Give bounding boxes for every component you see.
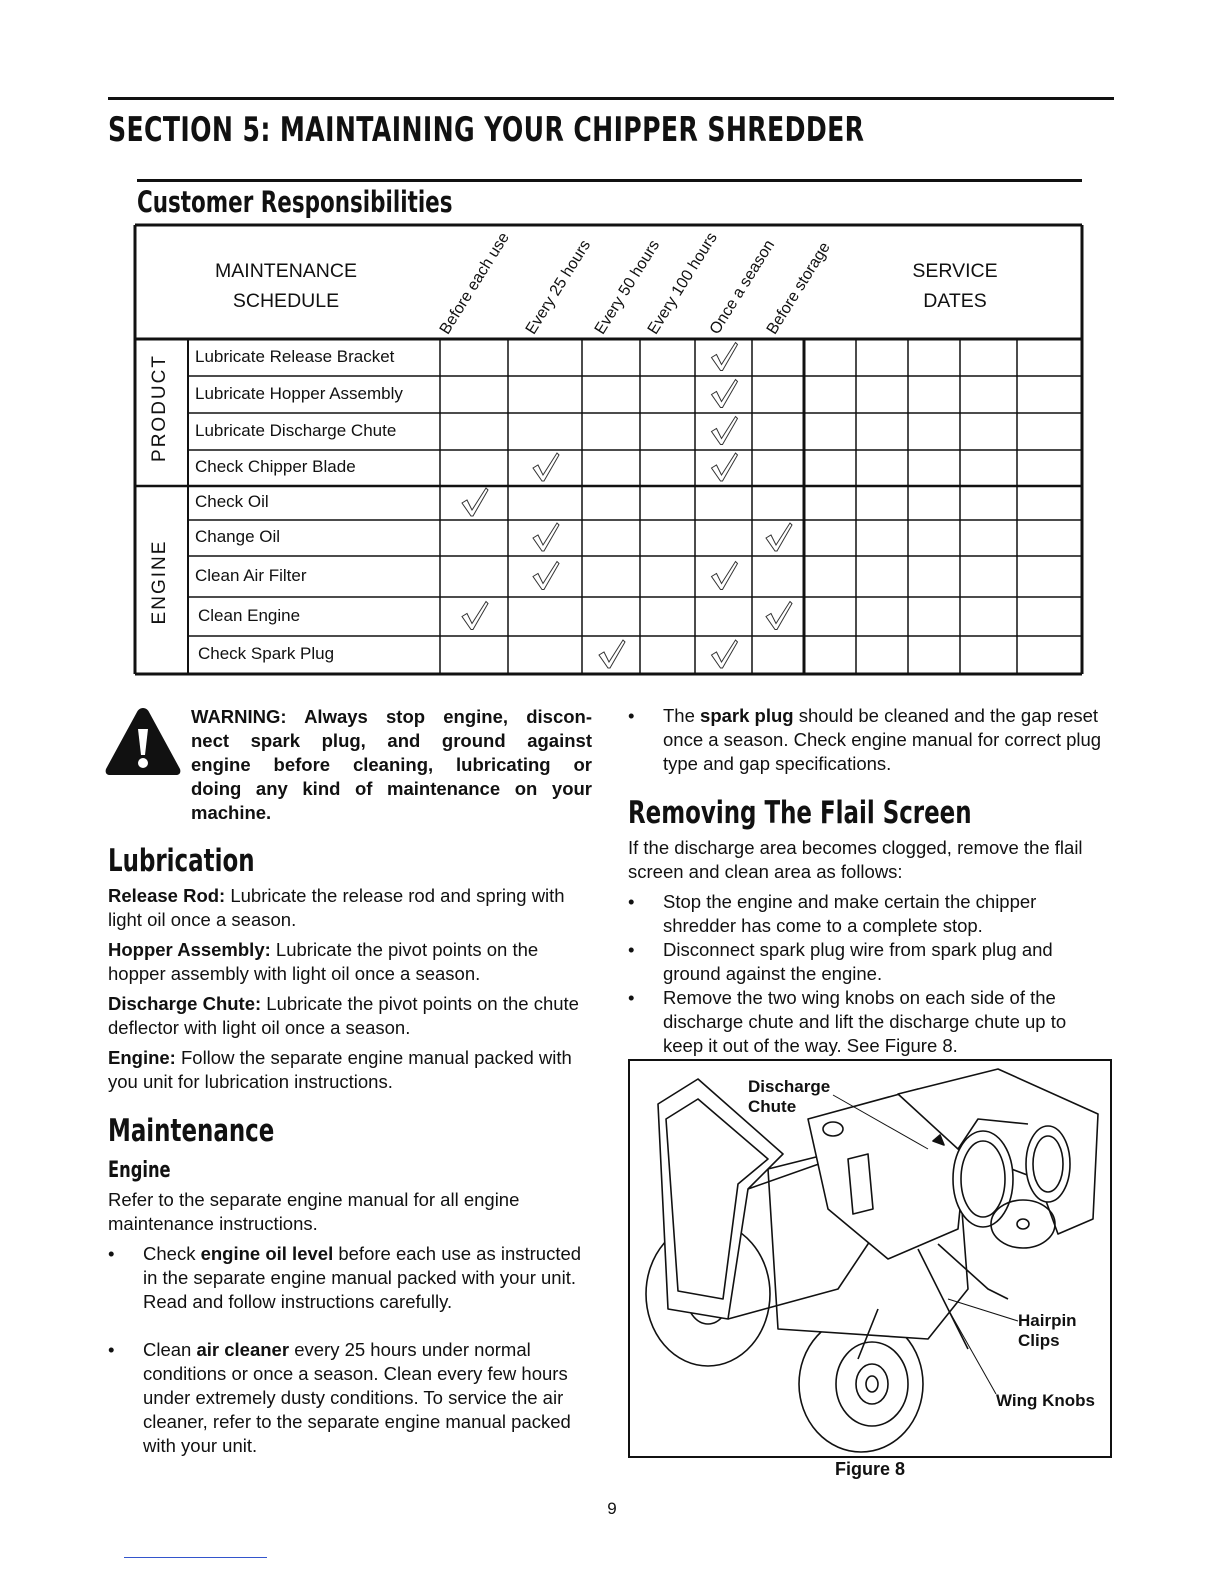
- lubrication-release-rod: [108, 884, 598, 932]
- bullet-text: before each use as instructed in the separate engine manual packed with your unit. Read and follow instructions carefully.: [143, 1243, 582, 1312]
- warning-line: WARNING: Always stop engine, discon-: [191, 706, 592, 727]
- check-mark-icon: [712, 417, 738, 445]
- check-mark-icon: [533, 453, 559, 481]
- lubrication-discharge-chute: [108, 992, 598, 1040]
- check-mark-icon: [766, 523, 792, 551]
- flail-bullet-remove: [628, 986, 1103, 1058]
- warning-line: engine before cleaning, lubricating or: [191, 754, 592, 775]
- interval-header: Once a season: [706, 237, 779, 338]
- task-label: Check Spark Plug: [198, 644, 335, 663]
- task-label: Lubricate Discharge Chute: [195, 420, 397, 440]
- warning-line: doing any kind of maintenance on your: [191, 778, 592, 799]
- interval-header: Every 50 hours: [591, 237, 664, 338]
- task-label: Clean Engine: [198, 605, 301, 625]
- check-mark-icon: [712, 562, 738, 590]
- bullet-dot: •: [628, 987, 635, 1008]
- figure-caption: Figure 8: [834, 1459, 905, 1479]
- lubrication-engine: [108, 1046, 598, 1094]
- task-label: Clean Air Filter: [195, 565, 307, 585]
- task-label: Check Oil: [195, 492, 269, 511]
- item-label: Engine:: [108, 1047, 176, 1068]
- header-schedule: SCHEDULE: [232, 290, 340, 312]
- bullet-bold: air cleaner: [196, 1339, 290, 1360]
- warning-line: machine.: [191, 802, 272, 823]
- check-mark-icon: [462, 488, 488, 516]
- group-label-product: PRODUCT: [149, 354, 170, 462]
- lubrication-heading: Lubrication: [108, 843, 255, 879]
- interval-header: Before storage: [763, 239, 834, 338]
- bullet-dot: •: [628, 939, 635, 960]
- check-mark-icon: [712, 640, 738, 668]
- engine-bullet-air-cleaner: [108, 1338, 593, 1458]
- engine-bullet-oil: [108, 1242, 593, 1314]
- bullet-text: Remove the two wing knobs on each side of the discharge chute and lift the discharge chute up to keep it out of the way. See Figure 8.: [663, 987, 1067, 1056]
- interval-header: Before each use: [436, 229, 513, 338]
- group-label-engine: ENGINE: [149, 539, 170, 625]
- item-label: Hopper Assembly:: [108, 939, 271, 960]
- item-text: Lubricate the pivot points on the chute deflector with light oil once a season.: [108, 993, 579, 1038]
- label-discharge-chute: Discharge Chute: [748, 1077, 831, 1116]
- warning-line: nect spark plug, and ground against: [191, 730, 592, 751]
- check-mark-icon: [712, 453, 738, 481]
- check-mark-icon: [599, 640, 625, 668]
- header-maintenance: MAINTENANCE: [215, 260, 357, 282]
- bullet-text: Stop the engine and make certain the chipper shredder has come to a complete stop.: [663, 891, 1037, 936]
- bullet-text: every 25 hours under normal conditions or once a season. Clean every few hours under extremely dusty conditions. To service the air cleaner, refer to the separate engine manual packed with your unit.: [143, 1339, 571, 1456]
- item-text: Lubricate the pivot points on the hopper assembly with light oil once a season.: [108, 939, 539, 984]
- item-label: Discharge Chute:: [108, 993, 262, 1014]
- page-number: 9: [607, 1499, 617, 1518]
- warning-text: [191, 705, 592, 825]
- flail-bullet-disconnect: [628, 938, 1103, 986]
- task-label: Lubricate Release Bracket: [195, 346, 395, 366]
- header-dates: DATES: [923, 290, 987, 312]
- bullet-text: should be cleaned and the gap reset once a season. Check engine manual for correct plug type and gap specifications.: [663, 705, 1102, 774]
- label-wing-knobs: Wing Knobs: [996, 1391, 1095, 1410]
- warning-triangle-icon: [104, 705, 182, 777]
- item-label: Release Rod:: [108, 885, 226, 906]
- task-label: Check Chipper Blade: [195, 457, 356, 476]
- label-hairpin-clips: Hairpin Clips: [1018, 1311, 1077, 1350]
- check-mark-icon: [533, 523, 559, 551]
- check-mark-icon: [462, 602, 488, 630]
- flail-bullet-stop: [628, 890, 1103, 938]
- engine-intro: Refer to the separate engine manual for all engine maintenance instructions.: [108, 1189, 520, 1234]
- bullet-text: Check: [143, 1243, 201, 1264]
- interval-header: Every 25 hours: [522, 237, 595, 338]
- check-mark-icon: [712, 380, 738, 408]
- check-mark-icon: [712, 343, 738, 371]
- bullet-dot: •: [628, 705, 635, 726]
- flail-heading: Removing The Flail Screen: [628, 795, 972, 831]
- task-label: Lubricate Hopper Assembly: [195, 383, 403, 403]
- bullet-text: The: [663, 705, 701, 726]
- responsibilities-title: Customer Responsibilities: [137, 185, 453, 219]
- item-text: Follow the separate engine manual packed with you unit for lubrication instructions.: [108, 1047, 572, 1092]
- check-mark-icon: [533, 562, 559, 590]
- maintenance-schedule-table: [0, 0, 1224, 700]
- maintenance-heading: Maintenance: [108, 1113, 275, 1149]
- bullet-dot: •: [628, 891, 635, 912]
- section-title: SECTION 5: MAINTAINING YOUR CHIPPER SHREDDER: [108, 110, 865, 150]
- footer-link-rule: [124, 1557, 267, 1558]
- header-service: SERVICE: [912, 260, 998, 282]
- spark-plug-bullet: [628, 704, 1103, 776]
- bullet-bold: engine oil level: [200, 1243, 334, 1264]
- bullet-dot: •: [108, 1243, 115, 1264]
- check-mark-icon: [766, 602, 792, 630]
- lubrication-hopper: [108, 938, 598, 986]
- bullet-bold: spark plug: [700, 705, 794, 726]
- task-label: Change Oil: [195, 527, 281, 546]
- figure-8: [628, 1059, 1112, 1458]
- interval-header: Every 100 hours: [644, 229, 721, 338]
- flail-intro: If the discharge area becomes clogged, remove the flail screen and clean area as follows:: [628, 837, 1083, 882]
- bullet-text: Disconnect spark plug wire from spark plug and ground against the engine.: [663, 939, 1053, 984]
- bullet-dot: •: [108, 1339, 115, 1360]
- bullet-text: Clean: [143, 1339, 197, 1360]
- item-text: Lubricate the release rod and spring with light oil once a season.: [108, 885, 565, 930]
- engine-subheading: Engine: [108, 1158, 171, 1183]
- table-grid: [0, 0, 1224, 700]
